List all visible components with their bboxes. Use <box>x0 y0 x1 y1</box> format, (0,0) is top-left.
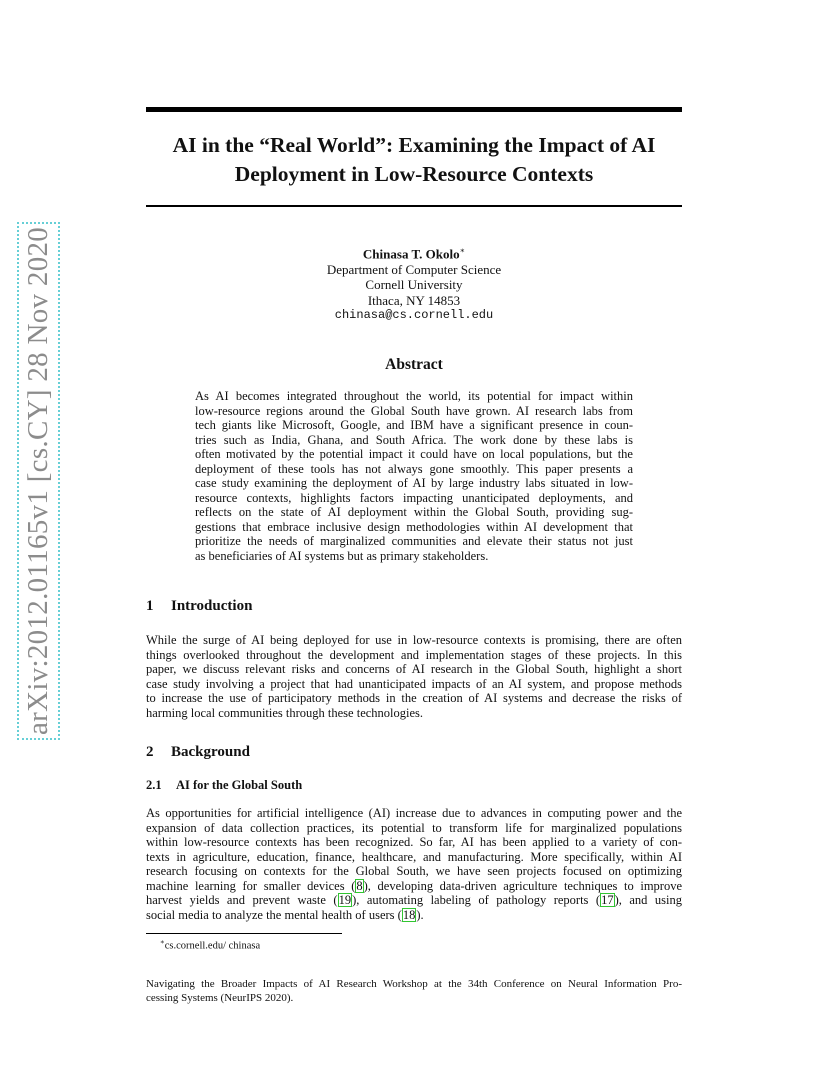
abstract-line: as beneficiaries of AI systems but as primary stakeholders. <box>195 548 489 563</box>
abstract-line: often motivated by the potential impact it could have on local populations, but the <box>195 447 633 461</box>
paragraph-line: As opportunities for artificial intelligence (AI) increase due to advances in computing power and the <box>146 806 682 820</box>
abstract-line: case study examining the deployment of AI by large industry labs situated in low- <box>195 476 633 490</box>
author-block <box>146 243 682 324</box>
paragraph-line: machine learning for smaller devices (8), developing data-driven agriculture techniques to improve <box>146 878 683 893</box>
paper-title <box>146 131 682 189</box>
footnote-text: cs.cornell.edu/ chinasa <box>164 940 261 952</box>
background-paragraph <box>146 806 682 922</box>
citation-link[interactable]: 18 <box>402 907 416 922</box>
section-title: Background <box>171 744 250 760</box>
abstract-line: reflects on the state of AI deployment within the Global South, providing sug- <box>195 505 633 519</box>
abstract-line: deployment of these tools has not always gone smoothly. This paper presents a <box>195 461 633 476</box>
abstract-line: tries such as India, Ghana, and South Africa. The work done by these labs is <box>195 432 633 447</box>
title-line-1: AI in the “Real World”: Examining the Impact of AI <box>172 133 656 157</box>
author-email[interactable]: chinasa@cs.cornell.edu <box>334 308 494 323</box>
paragraph-line: texts in agriculture, education, finance, healthcare, and manufacturing. More specifically, within AI <box>146 849 682 864</box>
footnote-mark: ∗ <box>160 938 165 946</box>
abstract-line: tech giants like Microsoft, Google, and IBM have a significant presence in coun- <box>195 418 633 432</box>
citation-link[interactable]: 19 <box>338 893 352 907</box>
author-department: Department of Computer Science <box>326 261 502 277</box>
abstract-line: As AI becomes integrated throughout the world, its potential for impact within <box>195 389 633 403</box>
paragraph-line: harvest yields and prevent waste (19), automating labeling of pathology reports (17), and using <box>146 893 682 907</box>
section-title: Introduction <box>171 598 253 614</box>
author-university: Cornell University <box>365 277 463 293</box>
venue-line: cessing Systems (NeurIPS 2020). <box>146 992 294 1004</box>
abstract-line: resource contexts, highlights factors impacting unanticipated deployments, and <box>195 490 633 505</box>
venue-note <box>146 977 682 1005</box>
arxiv-identifier-stamp[interactable]: arXiv:2012.01165v1 [cs.CY] 28 Nov 2020 <box>22 226 54 735</box>
paragraph-line: within low-resource contexts has been recognized. So far, AI has been applied to a variety of con- <box>146 835 682 849</box>
paragraph-line: things overlooked throughout the development and implementation stages of these projects. In this <box>146 647 682 662</box>
section-number: 1 <box>146 598 154 614</box>
title-line-2: Deployment in Low-Resource Contexts <box>234 162 594 186</box>
author-location: Ithaca, NY 14853 <box>367 292 461 308</box>
subsection-title: AI for the Global South <box>176 778 303 792</box>
author-name: Chinasa T. Okolo∗ <box>362 246 466 262</box>
abstract-line: gestions that embrace inclusive design methodologies within AI development that <box>195 519 633 534</box>
citation-link[interactable]: 8 <box>356 878 363 893</box>
title-bottom-rule <box>146 205 682 207</box>
subsection-number: 2.1 <box>146 778 162 792</box>
title-top-rule <box>146 107 682 112</box>
section-number: 2 <box>146 744 154 760</box>
section-heading-introduction <box>146 598 252 615</box>
venue-line: Navigating the Broader Impacts of AI Research Workshop at the 34th Conference on Neural Information Pro- <box>146 978 682 990</box>
abstract-line: low-resource regions around the Global South have grown. AI research labs from <box>195 403 633 418</box>
citation-link[interactable]: 17 <box>601 893 614 907</box>
paragraph-line: paper, we discuss relevant risks and concerns of AI research in the Global South, highlight a short <box>146 662 682 676</box>
paragraph-line: social media to analyze the mental health of users (18). <box>146 907 424 922</box>
section-heading-background <box>146 744 250 761</box>
abstract-body <box>195 389 633 563</box>
footnote <box>160 938 260 952</box>
abstract-heading: Abstract <box>385 356 443 373</box>
subsection-heading-ai-global-south <box>146 778 302 793</box>
paragraph-line: While the surge of AI being deployed for use in low-resource contexts is promising, there are often <box>146 633 682 647</box>
footnote-rule <box>146 933 342 934</box>
paragraph-line: research focusing on contexts for the Global South, we have seen projects focused on optimizing <box>146 864 682 878</box>
paragraph-line: case study involving a project that had unanticipated impacts of an AI system, and propose methods <box>146 676 682 691</box>
abstract-line: prioritize the needs of marginalized communities and elevate their status not just <box>195 534 633 548</box>
introduction-paragraph <box>146 633 682 720</box>
paragraph-line: to increase the use of participatory methods in the creation of AI systems and decrease the risks of <box>146 691 682 705</box>
author-footnote-mark[interactable]: ∗ <box>459 246 466 255</box>
paragraph-line: harming local communities through these technologies. <box>146 705 424 720</box>
paragraph-line: expansion of data collection practices, its potential to transform life for marginalized populations <box>146 820 682 835</box>
